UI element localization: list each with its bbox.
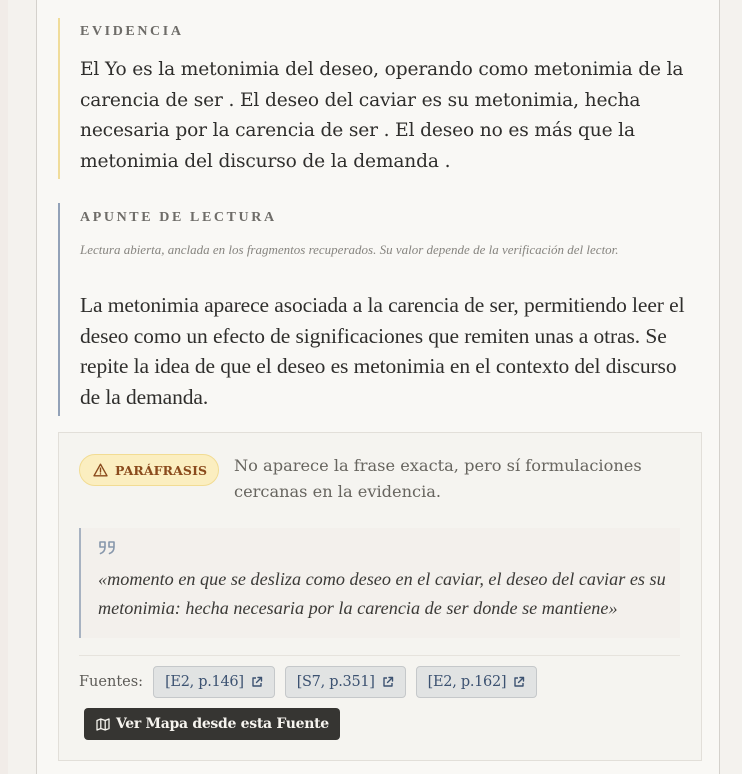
source-label: [E2, p.146] xyxy=(165,674,244,690)
evidence-text: El Yo es la metonimia del deseo, operando como metonimia de la carencia de ser . El deseo del caviar es su metonimia, hecha necesaria por la carencia de ser . El deseo no es más que la metonimia del discurso de la demanda . xyxy=(80,59,684,172)
quote-icon xyxy=(98,540,118,559)
external-link-icon xyxy=(513,676,525,688)
quote-block xyxy=(79,528,680,638)
paraphrase-badge xyxy=(79,454,219,486)
divider xyxy=(79,655,680,656)
warning-triangle-icon xyxy=(93,463,108,477)
source-link-e2-p162[interactable] xyxy=(416,666,538,698)
source-label: [E2, p.162] xyxy=(427,674,507,690)
sources-label: Fuentes: xyxy=(79,674,144,690)
reading-note-disclaimer: Lectura abierta, anclada en los fragmentos recuperados. Su valor depende de la verificación del lector. xyxy=(80,242,619,257)
external-link-icon xyxy=(251,676,263,688)
source-link-e2-p146[interactable] xyxy=(153,666,275,698)
evidence-label: EVIDENCIA xyxy=(80,24,184,39)
page-gutter xyxy=(0,0,8,774)
content-panel xyxy=(36,0,720,774)
reading-note-text: La metonimia aparece asociada a la carencia de ser, permitiendo leer el deseo como un efecto de significaciones que remiten unas a otras. Se repite la idea de que el deseo es metonimia en el contexto del discurso de la demanda. xyxy=(80,293,685,409)
reading-note-label: APUNTE DE LECTURA xyxy=(80,210,277,225)
sources-row xyxy=(79,666,547,698)
external-link-icon xyxy=(382,676,394,688)
view-map-from-source-button[interactable] xyxy=(84,708,340,740)
source-link-s7-p351[interactable] xyxy=(285,666,406,698)
map-button-label: Ver Mapa desde esta Fuente xyxy=(116,716,329,732)
reading-note-section xyxy=(58,203,685,416)
map-icon xyxy=(96,718,110,731)
evidence-section xyxy=(58,18,684,179)
quote-text: «momento en que se desliza como deseo en el caviar, el deseo del caviar es su metonimia: hecha necesaria por la carencia de ser donde se mantiene» xyxy=(98,569,666,618)
claim-card xyxy=(58,432,702,761)
claim-note: No aparece la frase exacta, pero sí formulaciones cercanas en la evidencia. xyxy=(234,456,642,501)
source-label: [S7, p.351] xyxy=(296,674,375,690)
badge-label: PARÁFRASIS xyxy=(115,462,208,478)
